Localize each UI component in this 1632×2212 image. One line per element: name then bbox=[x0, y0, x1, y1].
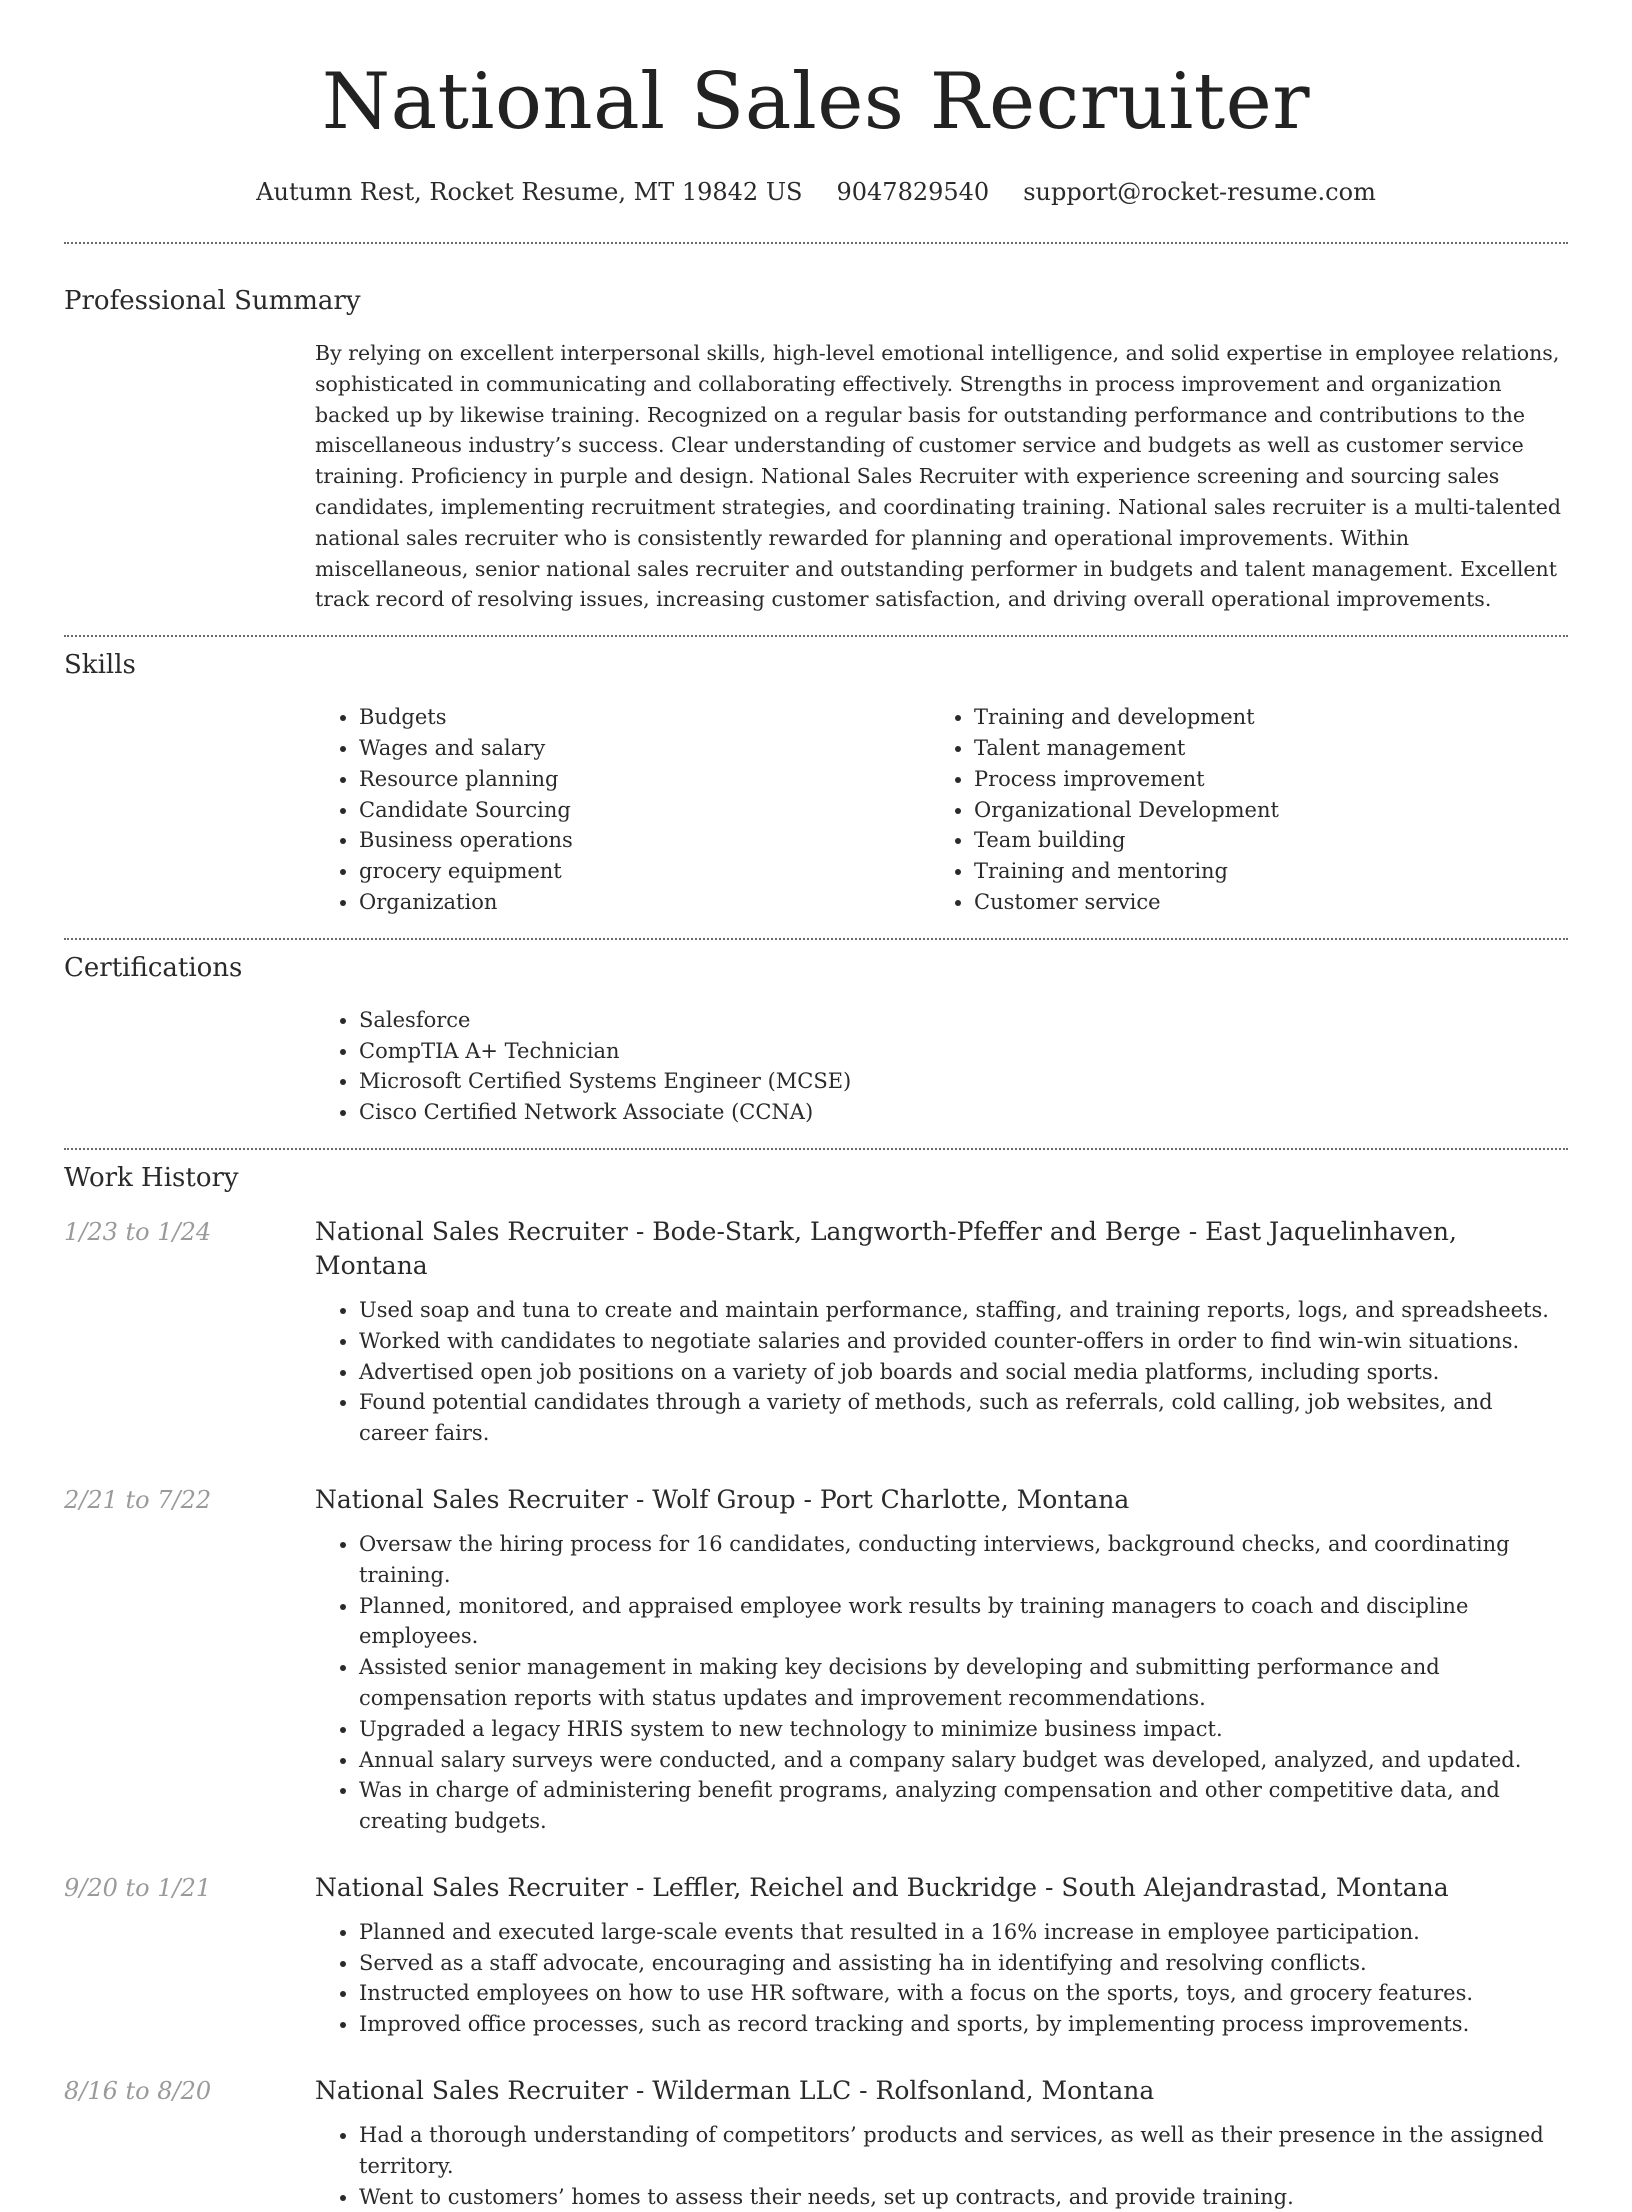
work-history-heading: Work History bbox=[64, 1162, 239, 1193]
job-header bbox=[64, 1483, 1568, 1517]
certification-item: • Salesforce bbox=[359, 1005, 1568, 1036]
job-dates: 2/21 to 7/22 bbox=[64, 1485, 212, 1514]
job-bullet-list bbox=[315, 1529, 1568, 1837]
job-bullet: • Served as a staff advocate, encouraging and assisting ha in identifying and resolving conflicts. bbox=[359, 1948, 1568, 1979]
job-bullet: • Was in charge of administering benefit programs, analyzing compensation and other competitive data, and creating budgets. bbox=[359, 1775, 1568, 1837]
skill-item: • Process improvement bbox=[974, 764, 1545, 795]
skills-list-right bbox=[930, 702, 1545, 918]
job-dates: 8/16 to 8/20 bbox=[64, 2077, 212, 2106]
skill-item: • Wages and salary bbox=[359, 733, 930, 764]
job-bullet: • Used soap and tuna to create and maintain performance, staffing, and training reports, logs, and spreadsheets. bbox=[359, 1295, 1568, 1326]
certifications-heading: Certifications bbox=[64, 952, 243, 983]
job-details bbox=[315, 1529, 1568, 1837]
certification-item: • Microsoft Certified Systems Engineer (MCSE) bbox=[359, 1066, 1568, 1097]
job-entry bbox=[64, 1215, 1568, 1449]
skills-column-left bbox=[315, 702, 930, 918]
job-bullet: • Oversaw the hiring process for 16 candidates, conducting interviews, background checks, and coordinating training. bbox=[359, 1529, 1568, 1591]
job-title: National Sales Recruiter - Wolf Group - Port Charlotte, Montana bbox=[315, 1484, 1130, 1514]
job-bullet: • Instructed employees on how to use HR software, with a focus on the sports, toys, and grocery features. bbox=[359, 1978, 1568, 2009]
job-bullet: • Planned, monitored, and appraised employee work results by training managers to coach and discipline employees. bbox=[359, 1591, 1568, 1653]
job-bullet-list bbox=[315, 1917, 1568, 2040]
job-bullet: • Planned and executed large-scale events that resulted in a 16% increase in employee participation. bbox=[359, 1917, 1568, 1948]
skills-section bbox=[315, 702, 1568, 918]
summary-text: By relying on excellent interpersonal skills, high-level emotional intelligence, and solid expertise in employee relations, sophisticated in communicating and collaborating effectively. Strengths in process improvement and organization backed up by likewise training. Recognized on a regular basis for outstanding performance and contributions to the miscellaneous industry’s success. Clear understanding of customer service and budgets as well as customer service training. Proficiency in purple and design. National Sales Recruiter with experience screening and sourcing sales candidates, implementing recruitment strategies, and coordinating training. National sales recruiter is a multi-talented national sales recruiter who is consistently rewarded for planning and operational improvements. Within miscellaneous, senior national sales recruiter and outstanding performer in budgets and talent management. Excellent track record of resolving issues, increasing customer satisfaction, and driving overall operational improvements. bbox=[315, 341, 1562, 612]
contact-email: support@rocket-resume.com bbox=[1023, 178, 1376, 206]
section-divider bbox=[64, 242, 1568, 244]
job-title: National Sales Recruiter - Leffler, Reichel and Buckridge - South Alejandrastad, Montana bbox=[315, 1872, 1449, 1902]
contact-phone: 9047829540 bbox=[836, 178, 990, 206]
job-header bbox=[64, 1871, 1568, 1905]
skill-item: • Resource planning bbox=[359, 764, 930, 795]
job-details bbox=[315, 1295, 1568, 1449]
job-details bbox=[315, 1917, 1568, 2040]
skills-heading: Skills bbox=[64, 650, 136, 681]
certification-item: • Cisco Certified Network Associate (CCNA) bbox=[359, 1097, 1568, 1128]
section-divider bbox=[64, 1148, 1568, 1150]
job-entry bbox=[64, 1483, 1568, 1837]
section-divider bbox=[64, 635, 1568, 637]
job-title: National Sales Recruiter - Wilderman LLC - Rolfsonland, Montana bbox=[315, 2076, 1155, 2106]
skill-item: • Candidate Sourcing bbox=[359, 795, 930, 826]
summary-heading: Professional Summary bbox=[64, 286, 361, 316]
skill-item: • Business operations bbox=[359, 825, 930, 856]
job-details bbox=[315, 2120, 1568, 2212]
skill-item: • Organizational Development bbox=[974, 795, 1545, 826]
job-bullet: • Found potential candidates through a variety of methods, such as referrals, cold calling, job websites, and career fairs. bbox=[359, 1387, 1568, 1449]
skills-list-left bbox=[315, 702, 930, 918]
skill-item: • Organization bbox=[359, 887, 930, 918]
job-bullet: • Had a thorough understanding of competitors’ products and services, as well as their presence in the assigned territory. bbox=[359, 2120, 1568, 2182]
job-entry bbox=[64, 2074, 1568, 2212]
certification-item: • CompTIA A+ Technician bbox=[359, 1036, 1568, 1067]
work-history-section bbox=[64, 1215, 1568, 2212]
job-header bbox=[64, 2074, 1568, 2108]
skills-column-right bbox=[930, 702, 1545, 918]
skill-item: • grocery equipment bbox=[359, 856, 930, 887]
skill-item: • Customer service bbox=[974, 887, 1545, 918]
summary-section bbox=[315, 338, 1568, 615]
job-bullet: • Improved office processes, such as record tracking and sports, by implementing process improvements. bbox=[359, 2009, 1568, 2040]
skill-item: • Training and development bbox=[974, 702, 1545, 733]
job-header bbox=[64, 1215, 1568, 1283]
skill-item: • Team building bbox=[974, 825, 1545, 856]
job-dates: 1/23 to 1/24 bbox=[64, 1217, 212, 1246]
job-bullet: • Went to customers’ homes to assess their needs, set up contracts, and provide training. bbox=[359, 2182, 1568, 2212]
skill-item: • Talent management bbox=[974, 733, 1545, 764]
job-entry bbox=[64, 1871, 1568, 2040]
job-bullet-list bbox=[315, 2120, 1568, 2212]
job-dates: 9/20 to 1/21 bbox=[64, 1873, 212, 1902]
contact-line bbox=[64, 176, 1568, 208]
job-title: National Sales Recruiter - Bode-Stark, Langworth-Pfeffer and Berge - East Jaquelinhaven, Montana bbox=[315, 1216, 1457, 1280]
section-divider bbox=[64, 938, 1568, 940]
job-bullet: • Advertised open job positions on a variety of job boards and social media platforms, including sports. bbox=[359, 1357, 1568, 1388]
skill-item: • Budgets bbox=[359, 702, 930, 733]
job-bullet: • Worked with candidates to negotiate salaries and provided counter-offers in order to find win-win situations. bbox=[359, 1326, 1568, 1357]
certifications-section bbox=[315, 1005, 1568, 1128]
job-bullet: • Assisted senior management in making key decisions by developing and submitting performance and compensation reports with status updates and improvement recommendations. bbox=[359, 1652, 1568, 1714]
certifications-list bbox=[315, 1005, 1568, 1128]
job-bullet-list bbox=[315, 1295, 1568, 1449]
job-bullet: • Upgraded a legacy HRIS system to new technology to minimize business impact. bbox=[359, 1714, 1568, 1745]
contact-address: Autumn Rest, Rocket Resume, MT 19842 US bbox=[256, 178, 803, 206]
skill-item: • Training and mentoring bbox=[974, 856, 1545, 887]
candidate-name: National Sales Recruiter bbox=[321, 57, 1311, 147]
resume-page bbox=[0, 57, 1632, 2209]
job-bullet: • Annual salary surveys were conducted, and a company salary budget was developed, analyzed, and updated. bbox=[359, 1745, 1568, 1776]
